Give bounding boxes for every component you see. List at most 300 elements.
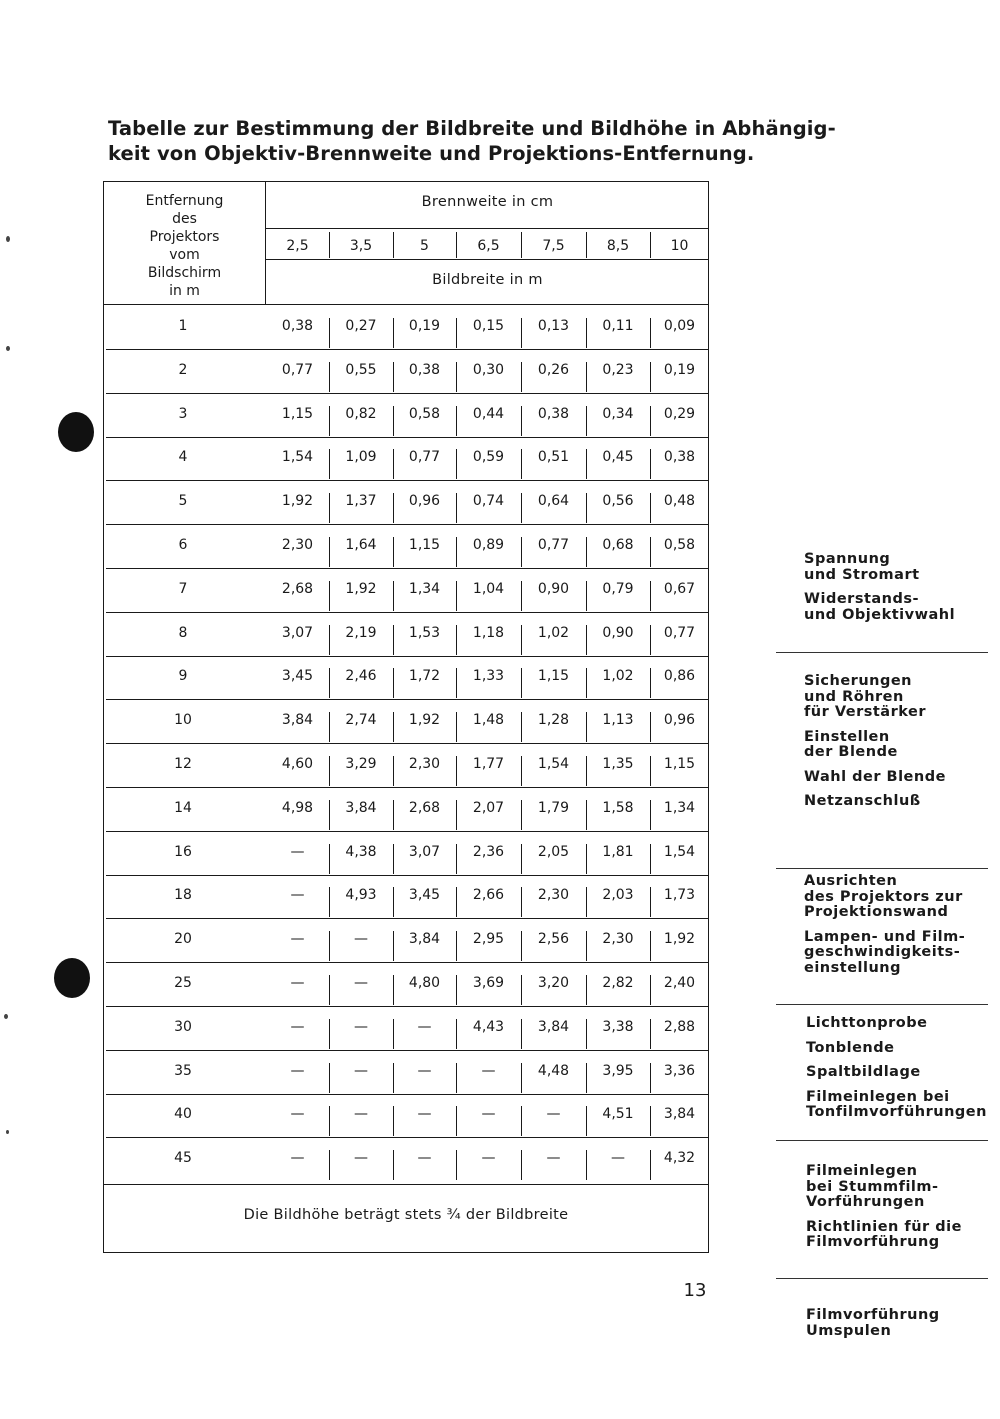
width-value-cell: 0,86: [663, 668, 696, 685]
width-value-cell: 1,48: [472, 712, 505, 729]
width-value-cell: 0,90: [602, 624, 634, 641]
width-value-cell: 1,04: [472, 580, 505, 597]
width-value-cell: 0,77: [281, 361, 314, 378]
column-divider: [521, 844, 522, 874]
column-divider: [586, 887, 587, 917]
width-value-cell: —: [481, 1150, 496, 1167]
width-value-cell: 0,48: [663, 493, 696, 510]
distance-column-header: [103, 192, 266, 300]
sidebar-item-line: Netzanschluß: [804, 793, 921, 809]
column-divider: [456, 975, 457, 1005]
distance-cell: 3: [178, 405, 188, 422]
width-value-cell: 2,82: [602, 975, 634, 991]
sidebar-item: [804, 874, 963, 921]
column-divider: [456, 712, 457, 742]
width-value-cell: 3,95: [602, 1062, 634, 1079]
width-value-cell: 4,43: [472, 1018, 505, 1035]
sidebar-item-line: Einstellen: [804, 728, 890, 745]
width-value-cell: 0,44: [472, 405, 505, 422]
sidebar-item-line: Tonfilmvorführungen: [806, 1104, 987, 1120]
table-row: [103, 656, 709, 700]
width-value-cell: 3,84: [281, 712, 314, 729]
focal-length-cell: 6,5: [477, 238, 500, 254]
width-value-cell: —: [546, 1106, 561, 1123]
column-divider: [456, 406, 457, 436]
width-value-cell: 0,45: [602, 449, 634, 466]
width-value-cell: 1,13: [602, 712, 634, 729]
width-value-cell: 1,72: [408, 668, 441, 685]
column-divider: [329, 712, 330, 742]
sidebar-item: [804, 730, 898, 761]
width-value-cell: 2,40: [663, 975, 696, 991]
column-divider: [586, 712, 587, 742]
column-divider: [650, 406, 651, 436]
scan-speck: [6, 1130, 9, 1134]
width-value-cell: 0,90: [537, 580, 570, 597]
width-value-cell: —: [611, 1150, 625, 1167]
width-value-cell: 1,92: [663, 931, 696, 948]
width-value-cell: —: [354, 975, 368, 991]
width-value-cell: 3,84: [345, 799, 377, 816]
footnote-rule: [103, 1184, 709, 1185]
distance-cell: 8: [178, 624, 188, 641]
sidebar-item: [804, 552, 920, 583]
column-divider: [329, 1106, 330, 1136]
sidebar-separator: [776, 1278, 988, 1279]
sidebar-item-line: Ausrichten: [804, 873, 898, 889]
column-divider: [521, 1019, 522, 1049]
column-divider: [329, 887, 330, 917]
column-divider: [456, 887, 457, 917]
column-divider: [456, 668, 457, 698]
header-line: Bildschirm: [147, 265, 222, 281]
width-value-cell: —: [417, 1062, 432, 1079]
header-line: in m: [169, 283, 200, 299]
distance-cell: 40: [174, 1106, 192, 1123]
column-divider: [329, 931, 330, 961]
table-row: [103, 963, 709, 1007]
column-divider: [329, 756, 330, 786]
sidebar-separator: [776, 1140, 988, 1141]
table-row: [103, 306, 709, 350]
column-divider: [521, 931, 522, 961]
width-value-cell: 2,03: [602, 887, 634, 904]
column-divider: [329, 1063, 330, 1093]
column-divider: [650, 1019, 651, 1049]
sidebar-item-line: der Blende: [804, 744, 898, 760]
table-row: [103, 525, 709, 569]
sidebar-item-line: und Röhren: [804, 688, 904, 705]
width-value-cell: 2,30: [537, 887, 570, 904]
sidebar-item: [806, 1090, 987, 1121]
column-divider: [456, 581, 457, 611]
sidebar-item-line: Projektionswand: [804, 904, 949, 920]
column-divider: [329, 1019, 330, 1049]
width-value-cell: 0,79: [602, 580, 634, 597]
column-divider: [650, 800, 651, 830]
sidebar-item: [804, 592, 955, 623]
sidebar-item: [806, 1164, 939, 1211]
width-value-cell: —: [354, 1062, 368, 1079]
width-value-cell: —: [290, 1106, 305, 1123]
width-value-cell: 3,84: [408, 931, 441, 948]
width-value-cell: —: [290, 843, 305, 860]
sidebar-item-line: geschwindigkeits-: [804, 944, 961, 960]
width-value-cell: —: [354, 1150, 368, 1167]
column-divider: [329, 1150, 330, 1180]
width-value-cell: 0,58: [408, 405, 441, 422]
width-value-cell: 3,84: [663, 1106, 696, 1123]
scan-speck: [6, 346, 10, 351]
width-value-cell: —: [354, 931, 368, 948]
table-row: [103, 481, 709, 525]
column-divider: [586, 232, 587, 258]
column-divider: [393, 362, 394, 392]
table-row: [103, 437, 709, 481]
width-value-cell: —: [417, 1150, 432, 1167]
column-divider: [393, 844, 394, 874]
column-divider: [650, 931, 651, 961]
page-title: [108, 116, 836, 166]
distance-cell: 4: [178, 449, 188, 466]
column-divider: [586, 668, 587, 698]
width-value-cell: 0,23: [602, 361, 634, 378]
column-divider: [456, 232, 457, 258]
column-divider: [329, 362, 330, 392]
column-divider: [329, 800, 330, 830]
width-value-cell: 0,11: [602, 318, 634, 334]
width-value-cell: 2,56: [537, 931, 570, 948]
column-divider: [393, 887, 394, 917]
column-divider: [521, 625, 522, 655]
column-divider: [456, 537, 457, 567]
column-divider: [456, 625, 457, 655]
header-rule: [266, 228, 709, 229]
width-value-cell: 2,30: [281, 537, 314, 553]
table-row: [103, 919, 709, 963]
width-value-cell: —: [481, 1062, 496, 1079]
width-value-cell: 3,07: [281, 624, 314, 641]
sidebar-item: [806, 1220, 962, 1251]
sidebar-separator: [776, 868, 988, 869]
header-line: Entfernung: [145, 193, 224, 209]
column-divider: [650, 537, 651, 567]
scan-speck: [6, 236, 10, 242]
column-divider: [329, 625, 330, 655]
sidebar-item: [804, 674, 926, 721]
width-value-cell: 0,19: [408, 318, 441, 334]
table-row: [103, 1138, 709, 1182]
sidebar-item-line: bei Stummfilm-: [806, 1178, 939, 1195]
width-value-cell: —: [290, 1018, 305, 1035]
table-row: [103, 569, 709, 613]
column-divider: [393, 406, 394, 436]
column-divider: [456, 844, 457, 874]
column-divider: [393, 1150, 394, 1180]
column-divider: [586, 406, 587, 436]
column-divider: [456, 1106, 457, 1136]
column-divider: [329, 844, 330, 874]
column-divider: [393, 493, 394, 523]
width-value-cell: 3,69: [472, 975, 505, 991]
column-divider: [329, 975, 330, 1005]
column-divider: [521, 449, 522, 479]
width-value-cell: 2,46: [345, 668, 377, 685]
distance-cell: 7: [178, 580, 188, 597]
width-value-cell: 1,34: [408, 580, 441, 597]
width-value-cell: —: [290, 931, 305, 948]
width-value-cell: —: [546, 1150, 561, 1167]
column-divider: [393, 625, 394, 655]
column-divider: [586, 318, 587, 348]
width-value-cell: 1,35: [602, 756, 634, 772]
column-divider: [586, 844, 587, 874]
width-value-cell: 4,32: [663, 1150, 696, 1167]
distance-cell: 16: [174, 843, 192, 860]
column-divider: [456, 493, 457, 523]
sidebar-item-line: Spaltbildlage: [806, 1064, 921, 1080]
column-divider: [393, 1106, 394, 1136]
header-rule: [266, 259, 709, 260]
table-row: [103, 788, 709, 832]
column-divider: [586, 1063, 587, 1093]
sidebar-item-line: Vorführungen: [806, 1194, 925, 1210]
column-divider: [456, 362, 457, 392]
width-value-cell: 0,51: [537, 449, 570, 466]
header-line: des: [172, 211, 197, 227]
width-value-cell: 0,26: [537, 361, 570, 378]
width-value-cell: 0,77: [663, 624, 696, 641]
width-value-cell: 1,34: [663, 799, 696, 816]
column-divider: [393, 756, 394, 786]
width-value-cell: 4,48: [537, 1062, 570, 1079]
width-value-cell: 0,89: [472, 537, 505, 553]
column-divider: [650, 581, 651, 611]
focal-length-header: Brennweite in cm: [421, 194, 554, 210]
column-divider: [456, 800, 457, 830]
width-value-cell: 0,38: [537, 405, 570, 422]
column-divider: [393, 537, 394, 567]
focal-length-cell: 8,5: [606, 238, 630, 254]
sidebar-item-line: Tonblende: [806, 1039, 895, 1056]
sidebar-item-line: und Objektivwahl: [804, 606, 956, 623]
sidebar-separator: [776, 1004, 988, 1005]
width-value-cell: 0,13: [537, 318, 570, 334]
column-divider: [521, 537, 522, 567]
width-value-cell: 0,34: [602, 405, 634, 422]
width-value-cell: 1,92: [281, 493, 314, 510]
column-divider: [521, 362, 522, 392]
width-value-cell: 2,30: [602, 931, 634, 948]
column-divider: [393, 668, 394, 698]
distance-cell: 30: [174, 1018, 192, 1035]
column-divider: [329, 232, 330, 258]
width-value-cell: —: [290, 887, 305, 904]
width-value-cell: 0,77: [408, 449, 441, 466]
width-value-cell: 2,95: [472, 931, 505, 948]
column-divider: [521, 318, 522, 348]
column-divider: [650, 1063, 651, 1093]
column-divider: [650, 712, 651, 742]
focal-length-cell: 3,5: [349, 238, 373, 254]
column-divider: [650, 668, 651, 698]
sidebar-item: [804, 770, 946, 786]
column-divider: [393, 975, 394, 1005]
column-divider: [650, 756, 651, 786]
column-divider: [393, 931, 394, 961]
column-divider: [586, 449, 587, 479]
width-value-cell: 2,66: [472, 887, 505, 904]
width-value-cell: 1,58: [602, 799, 634, 816]
column-divider: [393, 1063, 394, 1093]
column-divider: [456, 318, 457, 348]
sidebar-item-line: Filmeinlegen: [806, 1163, 918, 1179]
width-value-cell: —: [354, 1018, 368, 1035]
table-row: [103, 1094, 709, 1138]
width-value-cell: —: [290, 1150, 305, 1167]
width-value-cell: 0,15: [472, 318, 505, 334]
width-value-cell: 3,84: [537, 1018, 570, 1035]
column-divider: [586, 756, 587, 786]
column-divider: [650, 232, 651, 258]
table-row: [103, 350, 709, 394]
width-value-cell: 1,92: [345, 580, 377, 597]
width-value-cell: 0,19: [663, 361, 696, 378]
width-value-cell: 1,37: [345, 493, 377, 510]
column-divider: [456, 449, 457, 479]
title-line: keit von Objektiv-Brennweite und Projektions-Entfernung.: [108, 142, 755, 165]
sidebar-item: [806, 1041, 894, 1057]
width-value-cell: 0,38: [663, 449, 696, 466]
punch-hole: [58, 412, 94, 452]
column-divider: [329, 493, 330, 523]
column-divider: [586, 1106, 587, 1136]
column-divider: [650, 625, 651, 655]
width-value-cell: 3,38: [602, 1018, 634, 1035]
column-divider: [650, 362, 651, 392]
width-value-cell: 0,38: [281, 318, 314, 334]
distance-cell: 18: [174, 887, 192, 904]
sidebar-item-line: Richtlinien für die: [806, 1218, 962, 1235]
width-value-cell: 4,51: [602, 1106, 634, 1123]
distance-cell: 2: [178, 361, 188, 378]
distance-cell: 14: [174, 799, 192, 816]
distance-cell: 20: [174, 931, 192, 948]
column-divider: [329, 537, 330, 567]
width-value-cell: 2,05: [537, 843, 570, 860]
column-divider: [329, 318, 330, 348]
column-divider: [521, 975, 522, 1005]
title-line: Tabelle zur Bestimmung der Bildbreite und Bildhöhe in Abhängig-: [108, 117, 836, 140]
width-value-cell: —: [354, 1106, 368, 1123]
sidebar-item-line: Sicherungen: [804, 673, 912, 689]
width-value-cell: 1,92: [408, 712, 441, 729]
column-divider: [586, 1019, 587, 1049]
table-row: [103, 613, 709, 657]
sidebar-item: [804, 794, 921, 810]
width-value-cell: 0,74: [472, 493, 505, 510]
width-value-cell: 1,09: [345, 449, 377, 466]
column-divider: [456, 1019, 457, 1049]
width-value-cell: 1,73: [663, 887, 696, 904]
sidebar-item: [806, 1016, 927, 1032]
width-value-cell: 0,96: [663, 712, 696, 729]
column-divider: [650, 318, 651, 348]
width-value-cell: 2,68: [408, 799, 441, 816]
column-divider: [456, 1063, 457, 1093]
width-value-cell: 1,02: [537, 624, 570, 641]
column-divider: [456, 756, 457, 786]
punch-hole: [54, 958, 90, 998]
sidebar-item-line: für Verstärker: [804, 704, 926, 720]
distance-cell: 5: [178, 493, 188, 510]
sidebar-item: [804, 930, 965, 977]
table-row: [103, 744, 709, 788]
column-divider: [586, 625, 587, 655]
column-divider: [650, 449, 651, 479]
width-value-cell: 0,56: [602, 493, 634, 510]
width-value-cell: 0,77: [537, 537, 570, 553]
column-divider: [650, 887, 651, 917]
column-divider: [521, 668, 522, 698]
column-divider: [586, 581, 587, 611]
width-value-cell: 1,18: [472, 624, 505, 641]
width-value-cell: 3,20: [537, 975, 570, 991]
distance-cell: 35: [174, 1062, 192, 1079]
width-value-cell: 4,38: [345, 843, 377, 860]
column-divider: [650, 1150, 651, 1180]
width-value-cell: 0,64: [537, 493, 570, 510]
column-divider: [521, 1063, 522, 1093]
focal-length-cell: 2,5: [286, 238, 309, 254]
width-value-cell: 2,07: [472, 799, 505, 816]
sidebar-item-line: Wahl der Blende: [804, 768, 946, 785]
width-value-cell: —: [417, 1106, 432, 1123]
column-divider: [521, 1106, 522, 1136]
width-value-cell: 2,30: [408, 756, 441, 772]
sidebar-item-line: Filmvorführung: [806, 1234, 940, 1250]
distance-cell: 10: [174, 712, 192, 729]
column-divider: [521, 800, 522, 830]
column-divider: [456, 931, 457, 961]
column-divider: [393, 1019, 394, 1049]
width-value-cell: 3,36: [663, 1062, 696, 1079]
width-value-cell: 3,07: [408, 843, 441, 860]
sidebar-item-line: Umspulen: [806, 1322, 892, 1339]
focal-length-cell: 7,5: [542, 238, 565, 254]
width-value-cell: 1,15: [537, 668, 570, 685]
width-value-cell: 0,55: [345, 361, 377, 378]
width-value-cell: 1,15: [281, 405, 314, 422]
width-value-cell: 0,09: [663, 318, 696, 334]
width-value-cell: 4,80: [408, 975, 441, 991]
width-value-cell: 0,68: [602, 537, 634, 553]
width-value-cell: 1,54: [537, 756, 570, 772]
column-divider: [393, 581, 394, 611]
width-value-cell: —: [417, 1018, 432, 1035]
width-value-cell: 4,93: [345, 887, 377, 904]
width-value-cell: 1,79: [537, 799, 570, 816]
sidebar-item-line: Spannung: [804, 551, 891, 567]
width-value-cell: 0,59: [472, 449, 505, 466]
column-divider: [521, 756, 522, 786]
column-divider: [586, 493, 587, 523]
width-value-cell: 3,45: [281, 668, 314, 685]
width-value-cell: 2,36: [472, 843, 505, 860]
width-value-cell: 1,15: [663, 756, 696, 772]
column-divider: [521, 406, 522, 436]
header-line: Projektors: [149, 229, 220, 245]
